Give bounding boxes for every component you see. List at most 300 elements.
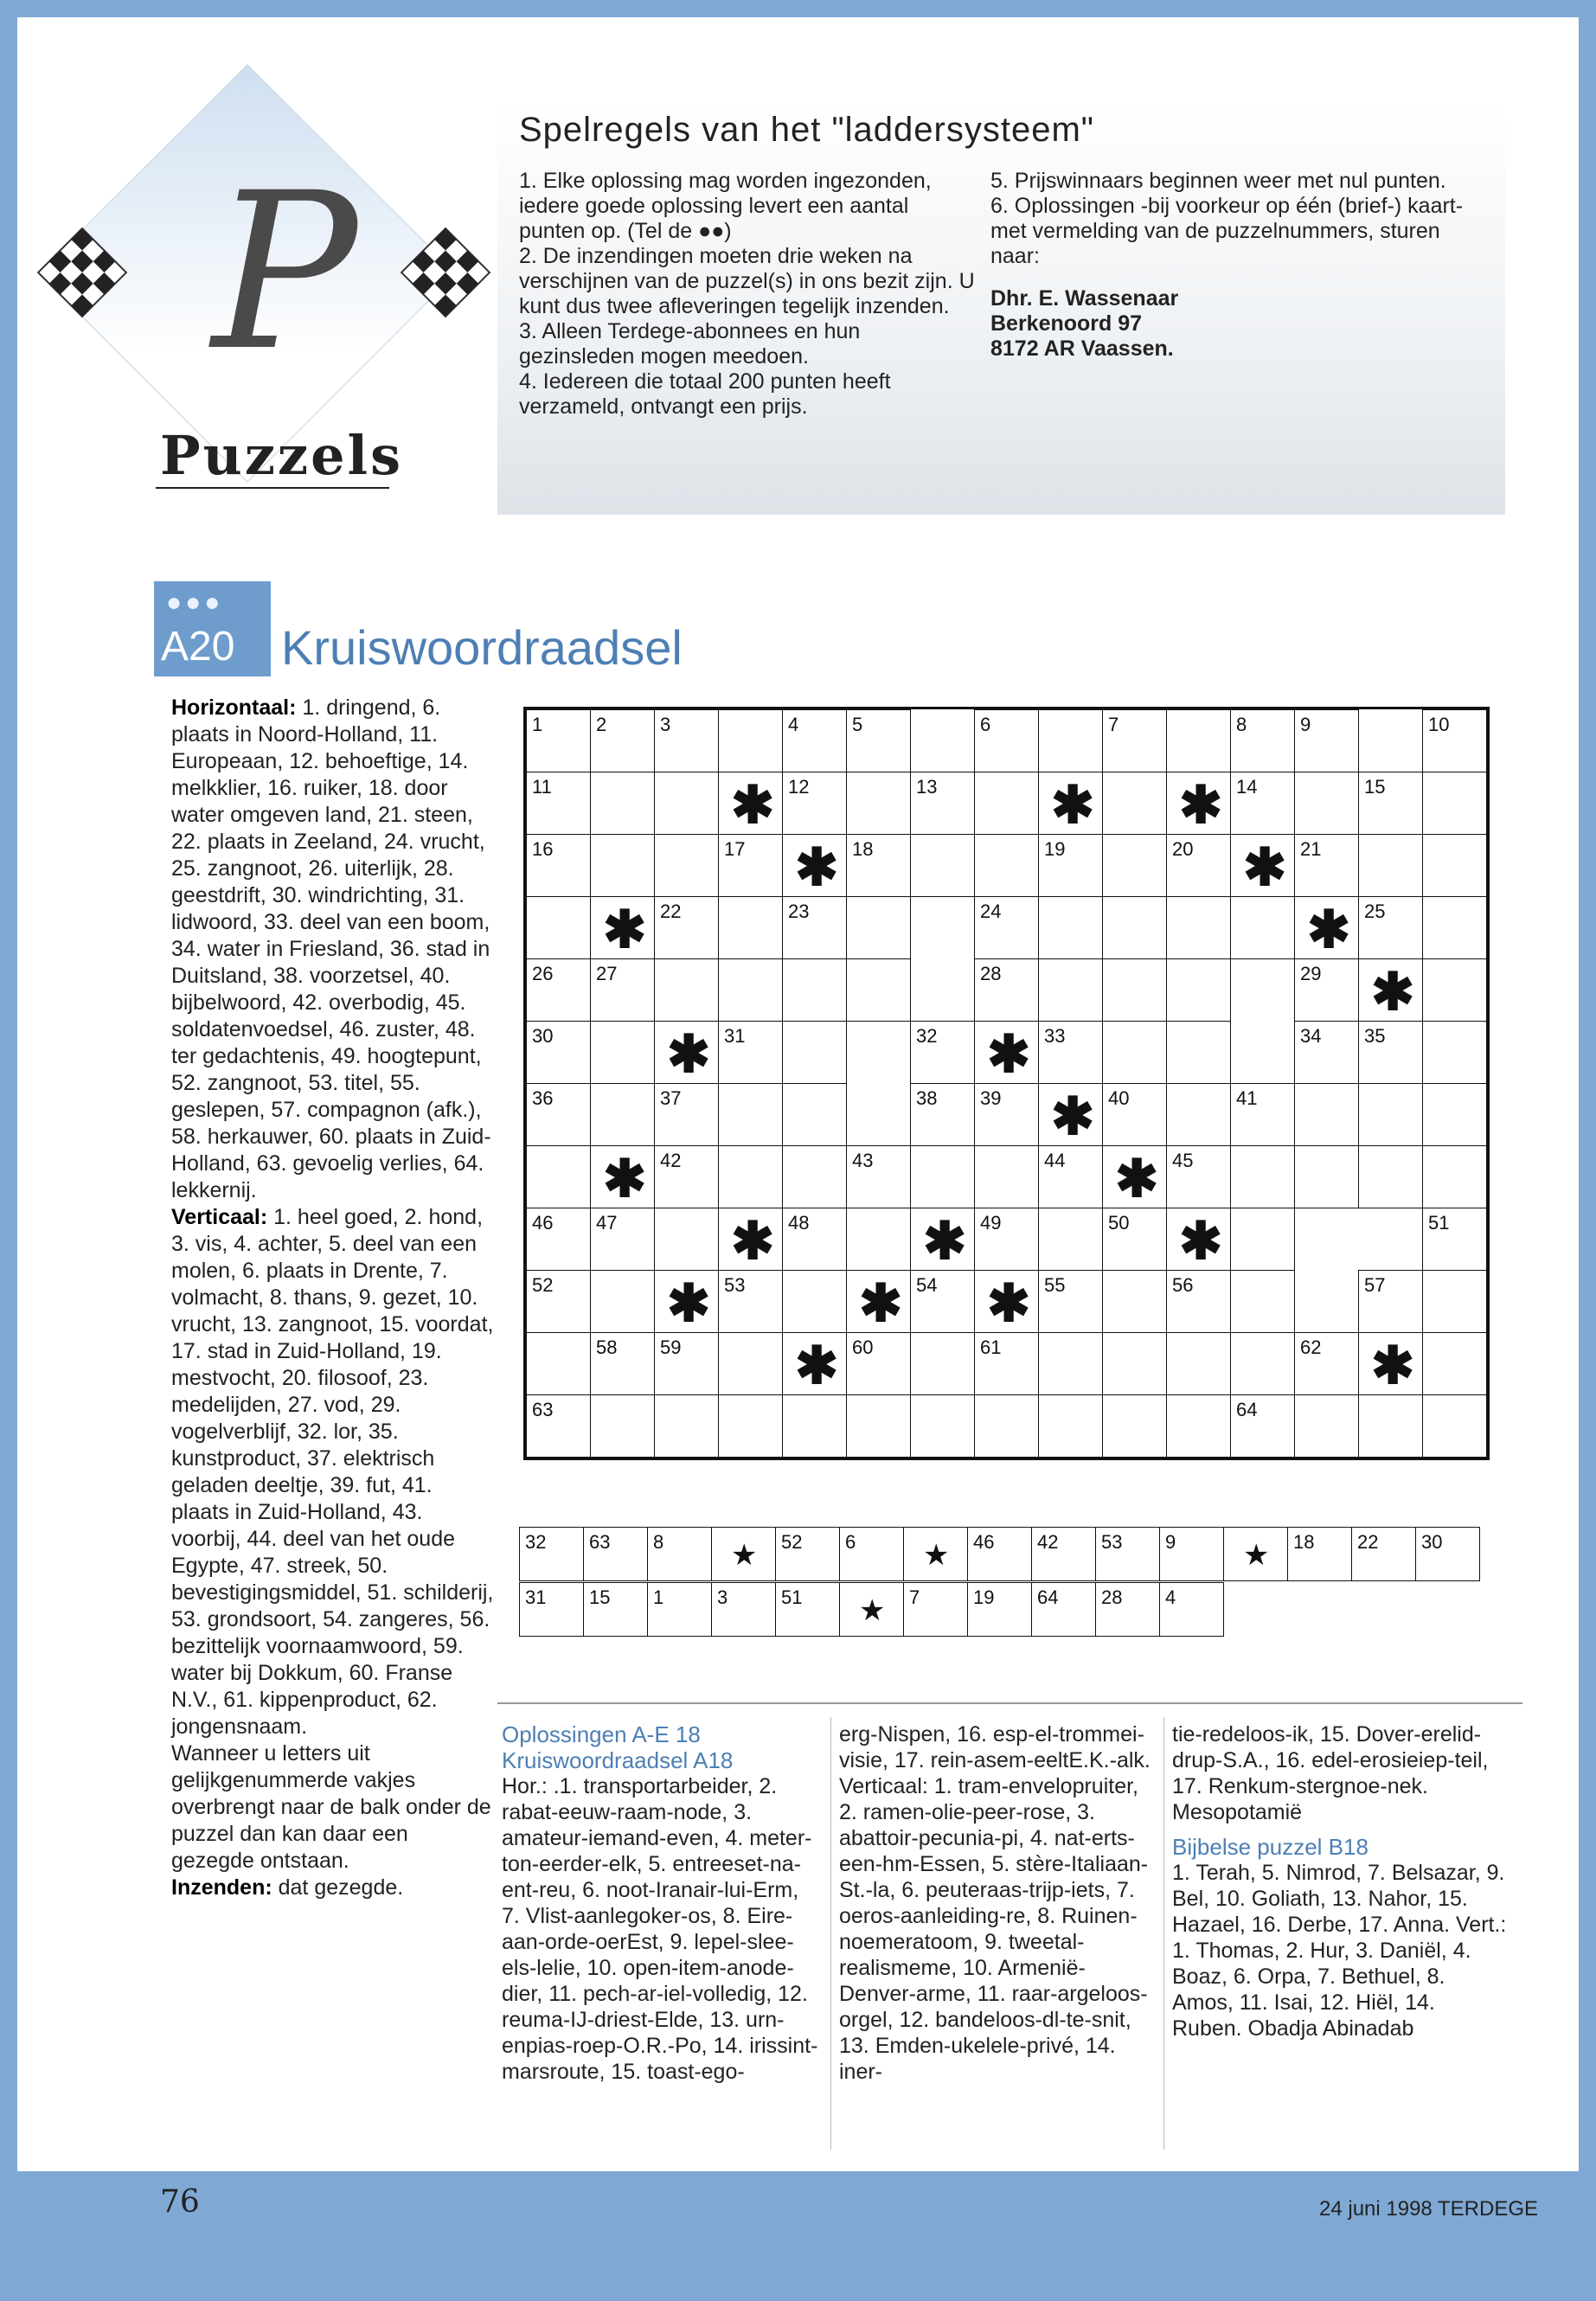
grid-cell[interactable] xyxy=(846,709,911,772)
grid-cell[interactable] xyxy=(718,834,783,897)
grid-cell[interactable] xyxy=(782,709,847,772)
asterisk-icon: ✱ xyxy=(795,838,839,896)
cell-number: 3 xyxy=(660,714,671,735)
asterisk-icon: ✱ xyxy=(795,1336,839,1394)
asterisk-icon: ✱ xyxy=(667,1025,711,1083)
grid-block xyxy=(1294,896,1359,959)
answer-bar-cell-row1[interactable] xyxy=(1095,1527,1160,1581)
grid-cell[interactable] xyxy=(910,1332,975,1395)
puzzle-instruction: Wanneer u letters uit gelijkgenummerde vakjes overbrengt naar de balk onder de puzzel dan kan daar een gezegde ontstaan. xyxy=(171,1741,491,1873)
cell-number: 51 xyxy=(1428,1212,1450,1234)
grid-cell[interactable] xyxy=(1166,1332,1231,1395)
grid-cell[interactable] xyxy=(1166,709,1231,772)
grid-cell[interactable] xyxy=(782,958,847,1022)
grid-cell[interactable] xyxy=(718,709,783,772)
puzzle-code: A20 xyxy=(161,624,235,670)
cell-number: 44 xyxy=(1044,1150,1066,1171)
cell-number: 58 xyxy=(596,1336,618,1358)
rule-4: 4. Iedereen die totaal 200 punten heeft verzameld, ontvangt een prijs. xyxy=(519,369,891,419)
submit-text: dat gezegde. xyxy=(278,1875,404,1900)
cell-number: 53 xyxy=(724,1274,746,1296)
bar-number: 53 xyxy=(1101,1531,1123,1553)
grid-cell[interactable] xyxy=(718,896,783,959)
grid-cell[interactable] xyxy=(910,1270,975,1333)
grid-block xyxy=(974,1021,1039,1084)
answer-bar-cell-row1[interactable] xyxy=(1159,1527,1224,1581)
grid-block xyxy=(782,834,847,897)
grid-cell[interactable] xyxy=(1166,834,1231,897)
grid-cell[interactable] xyxy=(1166,1394,1231,1458)
grid-cell[interactable] xyxy=(1230,1332,1295,1395)
grid-block xyxy=(846,1270,911,1333)
grid-cell[interactable] xyxy=(910,1083,975,1146)
grid-cell[interactable] xyxy=(910,772,975,835)
checker-right-icon xyxy=(398,225,493,320)
cell-number: 30 xyxy=(532,1025,554,1047)
cell-number: 12 xyxy=(788,776,810,798)
cell-number: 18 xyxy=(852,838,874,860)
cell-number: 2 xyxy=(596,714,607,735)
answer-bar-cell-row2[interactable] xyxy=(967,1582,1032,1637)
grid-cell[interactable] xyxy=(782,1270,847,1333)
vertical-clues: 1. heel goed, 2. hond, 3. vis, 4. achter, 5. deel van een molen, 6. plaats in Drente, 7. volmacht, 8. thans, 9. gezet, 10. vrucht, 13. zangnoot, 15. voordat, 17. stad in Zuid-Holland, 19. mestvocht, 20. filosoof, 23. medelijden, 27. vod, 29. vogelverblijf, 32. lor, 35. kunstproduct, 37. elektrisch geladen deeltje, 39. fut, 41. plaats in Zuid-Holland, 43. voorbij, 44. deel van het oude Egypte, 47. streek, 50. bevestigingsmiddel, 51. schilderij, 53. grondsoort, 54. zangeres, 56. bezittelijk voornaamwoord, 59. water bij Dokkum, 60. Franse N.V., 61. kippenproduct, 62. jongensnaam. xyxy=(171,1205,494,1739)
grid-cell[interactable] xyxy=(590,709,655,772)
grid-cell[interactable] xyxy=(1422,1208,1487,1271)
grid-cell[interactable] xyxy=(1422,958,1487,1022)
page xyxy=(17,17,1579,2284)
asterisk-icon: ✱ xyxy=(1051,1087,1095,1145)
grid-cell[interactable] xyxy=(1294,772,1359,835)
grid-cell[interactable] xyxy=(782,1083,847,1146)
answer-bar-cell-row1[interactable] xyxy=(1287,1527,1352,1581)
grid-cell[interactable] xyxy=(590,1394,655,1458)
grid-cell[interactable] xyxy=(654,834,719,897)
rule-3: 3. Alleen Terdege-abonnees en hun gezinsleden mogen meedoen. xyxy=(519,319,861,369)
grid-cell[interactable] xyxy=(1422,1270,1487,1333)
grid-cell[interactable] xyxy=(1166,958,1231,1022)
grid-cell[interactable] xyxy=(846,958,911,1022)
grid-cell[interactable] xyxy=(1422,1394,1487,1458)
cell-number: 9 xyxy=(1300,714,1311,735)
grid-block xyxy=(590,1145,655,1208)
asterisk-icon: ✱ xyxy=(923,1212,967,1270)
grid-cell[interactable] xyxy=(1230,1394,1295,1458)
grid-cell[interactable] xyxy=(654,896,719,959)
grid-cell[interactable] xyxy=(590,1270,655,1333)
grid-cell[interactable] xyxy=(1294,1083,1359,1146)
grid-block xyxy=(1166,772,1231,835)
asterisk-icon: ✱ xyxy=(1307,901,1351,958)
grid-cell[interactable] xyxy=(1102,1208,1167,1271)
grid-cell[interactable] xyxy=(526,1021,591,1084)
grid-cell[interactable] xyxy=(1166,1145,1231,1208)
col-rule-2 xyxy=(1163,1717,1164,2150)
answer-bar-cell-row2[interactable] xyxy=(839,1582,904,1637)
rules-right xyxy=(990,169,1466,362)
grid-cell[interactable] xyxy=(526,1145,591,1208)
answer-bar-cell-row1[interactable] xyxy=(519,1527,584,1581)
answer-bar-cell-row1[interactable] xyxy=(775,1527,840,1581)
answer-bar-cell-row1[interactable] xyxy=(839,1527,904,1581)
grid-cell[interactable] xyxy=(1422,709,1487,772)
grid-cell[interactable] xyxy=(1294,1145,1359,1208)
grid-cell[interactable] xyxy=(1230,1270,1295,1333)
grid-cell[interactable] xyxy=(654,709,719,772)
bar-number: 46 xyxy=(973,1531,995,1553)
grid-cell[interactable] xyxy=(782,1394,847,1458)
cell-number: 52 xyxy=(532,1274,554,1296)
grid-cell[interactable] xyxy=(974,834,1039,897)
grid-cell[interactable] xyxy=(1102,772,1167,835)
cell-number: 55 xyxy=(1044,1274,1066,1296)
grid-cell[interactable] xyxy=(1038,1394,1103,1458)
answer-bar-cell-row2[interactable] xyxy=(1159,1582,1224,1637)
grid-cell[interactable] xyxy=(1038,1208,1103,1271)
grid-block xyxy=(718,1208,783,1271)
bar-number: 4 xyxy=(1165,1586,1176,1608)
solutions-subheading: Kruiswoordraadsel A18 xyxy=(502,1747,734,1773)
grid-cell[interactable] xyxy=(846,1394,911,1458)
grid-cell[interactable] xyxy=(718,1145,783,1208)
grid-cell[interactable] xyxy=(654,1083,719,1146)
grid-cell[interactable] xyxy=(1038,1332,1103,1395)
answer-bar-cell-row1[interactable] xyxy=(647,1527,712,1581)
grid-cell[interactable] xyxy=(1166,1270,1231,1333)
grid-cell[interactable] xyxy=(526,1332,591,1395)
grid-cell[interactable] xyxy=(1358,1394,1423,1458)
grid-cell[interactable] xyxy=(1358,1021,1423,1084)
cell-number: 6 xyxy=(980,714,991,735)
grid-cell[interactable] xyxy=(910,1021,975,1084)
grid-cell[interactable] xyxy=(590,834,655,897)
cell-number: 46 xyxy=(532,1212,554,1234)
cell-number: 7 xyxy=(1108,714,1119,735)
grid-cell[interactable] xyxy=(910,1145,975,1208)
cell-number: 35 xyxy=(1364,1025,1386,1047)
answer-bar-cell-row1[interactable] xyxy=(1223,1527,1288,1581)
grid-cell[interactable] xyxy=(654,772,719,835)
grid-cell[interactable] xyxy=(1102,709,1167,772)
answer-bar-cell-row2[interactable] xyxy=(775,1582,840,1637)
grid-cell[interactable] xyxy=(1038,958,1103,1022)
address-line-1: Dhr. E. Wassenaar xyxy=(990,286,1179,311)
grid-cell[interactable] xyxy=(846,834,911,897)
grid-block xyxy=(974,1270,1039,1333)
grid-cell[interactable] xyxy=(1230,709,1295,772)
grid-cell[interactable] xyxy=(1358,896,1423,959)
grid-cell[interactable] xyxy=(718,958,783,1022)
bar-number: 18 xyxy=(1293,1531,1315,1553)
bible-heading: Bijbelse puzzel B18 xyxy=(1172,1834,1368,1860)
cell-number: 56 xyxy=(1172,1274,1194,1296)
grid-cell[interactable] xyxy=(1294,958,1359,1022)
rule-2: 2. De inzendingen moeten drie weken na verschijnen van de puzzel(s) in ons bezit zijn. U kunt dus twee afleveringen tegelijk inzenden. xyxy=(519,244,975,318)
grid-cell[interactable] xyxy=(974,772,1039,835)
grid-cell[interactable] xyxy=(1230,1083,1295,1146)
cell-number: 11 xyxy=(532,776,552,798)
grid-cell[interactable] xyxy=(846,1145,911,1208)
answer-bar-cell-row1[interactable] xyxy=(1415,1527,1480,1581)
star-icon: ★ xyxy=(1243,1539,1270,1572)
bar-number: 7 xyxy=(909,1586,920,1608)
grid-cell[interactable] xyxy=(974,958,1039,1022)
grid-cell[interactable] xyxy=(782,896,847,959)
grid-cell[interactable] xyxy=(590,772,655,835)
grid-cell[interactable] xyxy=(654,1332,719,1395)
asterisk-icon: ✱ xyxy=(731,776,775,834)
clue-column xyxy=(171,695,496,1901)
grid-cell[interactable] xyxy=(526,1270,591,1333)
grid-cell[interactable] xyxy=(1422,1332,1487,1395)
rule-1: 1. Elke oplossing mag worden ingezonden, iedere goede oplossing levert een aantal punten op. (Tel de ●●) xyxy=(519,169,932,243)
cell-number: 32 xyxy=(916,1025,938,1047)
grid-cell[interactable] xyxy=(782,772,847,835)
grid-block xyxy=(1038,1083,1103,1146)
bar-number: 3 xyxy=(717,1586,728,1608)
bar-number: 51 xyxy=(781,1586,803,1608)
asterisk-icon: ✱ xyxy=(603,1150,647,1208)
answer-bar-cell-row2[interactable] xyxy=(1031,1582,1096,1637)
star-icon: ★ xyxy=(731,1539,758,1572)
grid-cell[interactable] xyxy=(1038,834,1103,897)
grid-cell[interactable] xyxy=(910,834,975,897)
cell-number: 61 xyxy=(980,1336,1002,1358)
solutions-col-3 xyxy=(1172,1721,1509,2041)
cell-number: 47 xyxy=(596,1212,618,1234)
grid-cell[interactable] xyxy=(974,1332,1039,1395)
grid-cell[interactable] xyxy=(1102,1394,1167,1458)
asterisk-icon: ✱ xyxy=(667,1274,711,1332)
grid-cell[interactable] xyxy=(1166,1021,1231,1084)
cell-number: 20 xyxy=(1172,838,1194,860)
cell-number: 4 xyxy=(788,714,799,735)
grid-cell[interactable] xyxy=(974,709,1039,772)
grid-cell[interactable] xyxy=(718,1332,783,1395)
bar-number: 32 xyxy=(525,1531,547,1553)
bar-number: 8 xyxy=(653,1531,664,1553)
grid-cell[interactable] xyxy=(1422,772,1487,835)
grid-cell[interactable] xyxy=(718,1270,783,1333)
grid-cell[interactable] xyxy=(526,1083,591,1146)
answer-bar-cell-row2[interactable] xyxy=(519,1582,584,1637)
grid-cell[interactable] xyxy=(1102,1021,1167,1084)
asterisk-icon: ✱ xyxy=(1179,1212,1223,1270)
cell-number: 15 xyxy=(1364,776,1386,798)
grid-cell[interactable] xyxy=(1294,1021,1359,1084)
grid-cell[interactable] xyxy=(846,1208,911,1271)
grid-cell[interactable] xyxy=(846,772,911,835)
grid-cell[interactable] xyxy=(526,896,591,959)
answer-bar-cell-row2[interactable] xyxy=(1095,1582,1160,1637)
grid-cell[interactable] xyxy=(654,1394,719,1458)
grid-cell[interactable] xyxy=(590,958,655,1022)
answer-bar-cell-row1[interactable] xyxy=(1031,1527,1096,1581)
grid-block xyxy=(654,1021,719,1084)
grid-cell[interactable] xyxy=(1422,1021,1487,1084)
grid-block xyxy=(590,896,655,959)
divider xyxy=(497,1702,1522,1704)
cell-number: 33 xyxy=(1044,1025,1066,1047)
cell-number: 37 xyxy=(660,1087,682,1109)
grid-cell[interactable] xyxy=(1230,896,1295,959)
cell-number: 24 xyxy=(980,901,1002,922)
grid-block xyxy=(718,772,783,835)
answer-bar-cell-row1[interactable] xyxy=(711,1527,776,1581)
cell-number: 28 xyxy=(980,963,1002,984)
grid-block xyxy=(782,1332,847,1395)
grid-cell[interactable] xyxy=(590,1208,655,1271)
cell-number: 26 xyxy=(532,963,554,984)
answer-bar-cell-row2[interactable] xyxy=(711,1582,776,1637)
grid-cell[interactable] xyxy=(1422,1083,1487,1146)
grid-cell[interactable] xyxy=(1038,709,1103,772)
bar-number: 6 xyxy=(845,1531,856,1553)
horizontal-clues: 1. dringend, 6. plaats in Noord-Holland, 11. Europeaan, 12. behoeftige, 14. melkklier, 16. ruiker, 18. door water omgeven land, 21. steen, 22. plaats in Zeeland, 24. vrucht, 25. zangnoot, 26. uiterlijk, 28. geestdrift, 30. windrichting, 31. lidwoord, 33. deel van een boom, 34. water in Friesland, 36. stad in Duitsland, 38. voorzetsel, 40. bijbelwoord, 42. overbodig, 45. soldatenvoedsel, 46. zuster, 48. ter gedachtenis, 49. hoogtepunt, 52. zangnoot, 53. titel, 55. geslepen, 57. compagnon (afk.), 58. herkauwer, 60. plaats in Zuid-Holland, 63. gevoelig verlies, 64. lekkernij. xyxy=(171,695,491,1202)
solutions-text-2: erg-Nispen, 16. esp-el-trommei-visie, 17. rein-asem-eeltE.K.-alk. Verticaal: 1. tram-envelopruiter, 2. ramen-olie-peer-rose, 3. abattoir-pecunia-pi, 4. nat-erts-een-hm-Essen, 5. stère-Italiaan-St.-la, 6. peuteraas-trijp-iets, 7. oeros-aanleiding-re, 8. Ruinen-noemeratoom, 9. tweetal-realismeme, 10. Armenië-Denver-arme, 11. raar-argeloos-orgel, 12. bandeloos-dl-te-snit, 13. Emden-ukelele-privé, 14. iner- xyxy=(839,1722,1151,2084)
grid-cell[interactable] xyxy=(718,1083,783,1146)
grid-cell[interactable] xyxy=(526,958,591,1022)
grid-cell[interactable] xyxy=(974,1208,1039,1271)
asterisk-icon: ✱ xyxy=(1371,963,1415,1021)
grid-cell[interactable] xyxy=(1102,896,1167,959)
grid-cell[interactable] xyxy=(974,896,1039,959)
solutions-text-1: Hor.: .1. transportarbeider, 2. rabat-eeuw-raam-node, 3. amateur-iemand-even, 4. meter-ton-eerder-elk, 5. entreeset-na-ent-reu, 6. noot-Iranair-lui-Erm, 7. Vlist-aanlegoker-os, 8. Eire-aan-orde-oerEst, 9. lepel-slee-els-lelie, 10. open-item-anode-dier, 11. pech-ar-iel-volledig, 12. reuma-IJ-driest-Elde, 13. urn-enpias-roep-O.R.-Po, 14. irissint-marsroute, 15. toast-ego- xyxy=(502,1774,818,2084)
asterisk-icon: ✱ xyxy=(603,901,647,958)
grid-cell[interactable] xyxy=(1102,834,1167,897)
footer-band xyxy=(17,2171,1579,2284)
grid-cell[interactable] xyxy=(910,1394,975,1458)
grid-cell[interactable] xyxy=(1038,1021,1103,1084)
submit-label: Inzenden: xyxy=(171,1875,272,1900)
answer-bar-cell-row2[interactable] xyxy=(903,1582,968,1637)
asterisk-icon: ✱ xyxy=(859,1274,903,1332)
logo-text: Puzzels xyxy=(160,424,404,487)
answer-bar-cell-row1[interactable] xyxy=(903,1527,968,1581)
grid-cell[interactable] xyxy=(718,1394,783,1458)
cell-number: 38 xyxy=(916,1087,938,1109)
grid-cell[interactable] xyxy=(1422,834,1487,897)
asterisk-icon: ✱ xyxy=(1115,1150,1159,1208)
grid-cell[interactable] xyxy=(654,958,719,1022)
grid-cell[interactable] xyxy=(782,1208,847,1271)
grid-cell[interactable] xyxy=(1358,1083,1423,1146)
cell-number: 17 xyxy=(724,838,746,860)
cell-number: 64 xyxy=(1236,1399,1258,1420)
grid-cell[interactable] xyxy=(590,1021,655,1084)
grid-cell[interactable] xyxy=(590,1332,655,1395)
grid-cell[interactable] xyxy=(590,1083,655,1146)
grid-cell[interactable] xyxy=(526,834,591,897)
bar-number: 1 xyxy=(653,1586,664,1608)
grid-cell[interactable] xyxy=(1230,772,1295,835)
grid-cell[interactable] xyxy=(526,772,591,835)
grid-cell[interactable] xyxy=(974,1083,1039,1146)
grid-cell[interactable] xyxy=(1422,1145,1487,1208)
grid-cell[interactable] xyxy=(654,1145,719,1208)
grid-cell[interactable] xyxy=(1422,896,1487,959)
answer-bar-cell-row1[interactable] xyxy=(967,1527,1032,1581)
cell-number: 57 xyxy=(1364,1274,1386,1296)
grid-cell[interactable] xyxy=(1294,1394,1359,1458)
grid-cell[interactable] xyxy=(1358,1145,1423,1208)
grid-cell[interactable] xyxy=(1358,772,1423,835)
grid-cell[interactable] xyxy=(1102,1332,1167,1395)
star-icon: ★ xyxy=(923,1539,950,1572)
bar-number: 52 xyxy=(781,1531,803,1553)
grid-block xyxy=(1038,772,1103,835)
horizontal-label: Horizontaal: xyxy=(171,695,297,720)
grid-cell[interactable] xyxy=(1166,896,1231,959)
grid-cell[interactable] xyxy=(1230,1208,1295,1271)
answer-bar-cell-row2[interactable] xyxy=(647,1582,712,1637)
cell-number: 8 xyxy=(1236,714,1247,735)
grid-block xyxy=(1166,1208,1231,1271)
cell-number: 50 xyxy=(1108,1212,1130,1234)
bar-number: 28 xyxy=(1101,1586,1123,1608)
grid-cell[interactable] xyxy=(1038,1270,1103,1333)
grid-cell[interactable] xyxy=(526,709,591,772)
cell-number: 63 xyxy=(532,1399,554,1420)
difficulty-dots: ●●● xyxy=(166,588,224,617)
rule-6: 6. Oplossingen -bij voorkeur op één (brief-) kaart- met vermelding van de puzzelnummers, sturen naar: xyxy=(990,194,1464,268)
grid-cell[interactable] xyxy=(846,896,911,959)
asterisk-icon: ✱ xyxy=(987,1025,1031,1083)
bar-number: 63 xyxy=(589,1531,611,1553)
grid-cell[interactable] xyxy=(1294,709,1359,772)
issue-date: 24 juni 1998 TERDEGE xyxy=(1319,2197,1539,2221)
grid-cell[interactable] xyxy=(1294,1332,1359,1395)
answer-bar-cell-row1[interactable] xyxy=(1351,1527,1416,1581)
grid-cell[interactable] xyxy=(1102,958,1167,1022)
cell-number: 19 xyxy=(1044,838,1066,860)
grid-cell[interactable] xyxy=(654,1208,719,1271)
grid-cell[interactable] xyxy=(1358,1270,1423,1333)
cell-number: 10 xyxy=(1428,714,1450,735)
cell-number: 21 xyxy=(1300,838,1322,860)
grid-cell[interactable] xyxy=(526,1208,591,1271)
asterisk-icon: ✱ xyxy=(1051,776,1095,834)
cell-number: 5 xyxy=(852,714,863,735)
cell-number: 29 xyxy=(1300,963,1322,984)
cell-number: 42 xyxy=(660,1150,682,1171)
cell-number: 43 xyxy=(852,1150,874,1171)
grid-cell[interactable] xyxy=(1038,896,1103,959)
bar-number: 19 xyxy=(973,1586,995,1608)
answer-bar-cell-row1[interactable] xyxy=(583,1527,648,1581)
grid-cell[interactable] xyxy=(974,1394,1039,1458)
grid-cell[interactable] xyxy=(1230,1145,1295,1208)
grid-cell[interactable] xyxy=(1102,1083,1167,1146)
grid-cell[interactable] xyxy=(846,1332,911,1395)
page-number: 76 xyxy=(160,2184,200,2220)
asterisk-icon: ✱ xyxy=(1243,838,1287,896)
grid-cell[interactable] xyxy=(1038,1145,1103,1208)
cell-number: 36 xyxy=(532,1087,554,1109)
cell-number: 45 xyxy=(1172,1150,1194,1171)
bar-number: 64 xyxy=(1037,1586,1059,1608)
grid-cell[interactable] xyxy=(782,1021,847,1084)
grid-cell[interactable] xyxy=(1102,1270,1167,1333)
grid-cell[interactable] xyxy=(718,1021,783,1084)
grid-cell[interactable] xyxy=(1358,834,1423,897)
grid-cell[interactable] xyxy=(1166,1083,1231,1146)
grid-cell[interactable] xyxy=(974,1145,1039,1208)
grid-cell[interactable] xyxy=(526,1394,591,1458)
grid-cell[interactable] xyxy=(782,1145,847,1208)
bar-number: 31 xyxy=(525,1586,547,1608)
answer-bar-cell-row2[interactable] xyxy=(583,1582,648,1637)
grid-cell[interactable] xyxy=(1294,834,1359,897)
